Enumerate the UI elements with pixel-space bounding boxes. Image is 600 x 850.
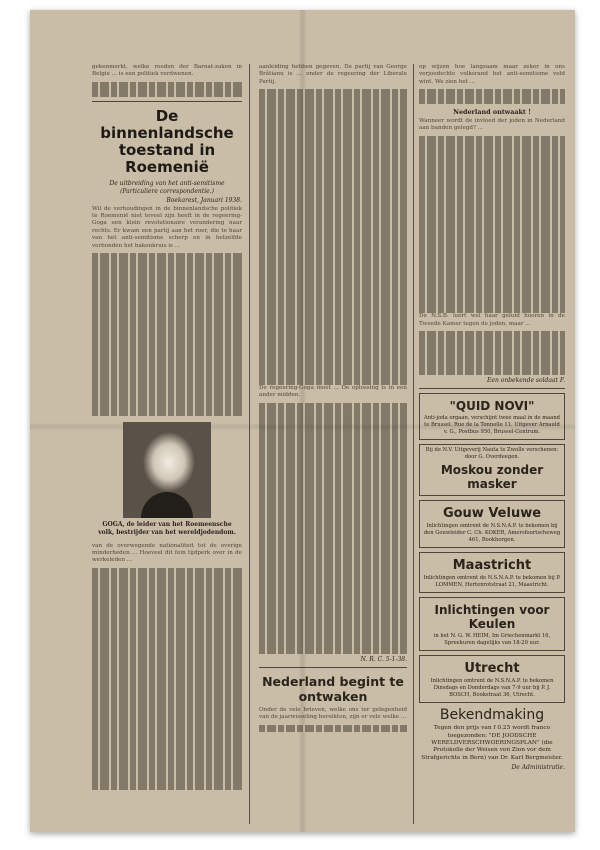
- text-line: [419, 165, 565, 172]
- text-line: [92, 686, 242, 693]
- text-line: [92, 89, 242, 96]
- article-dateline: Boekarest, Januari 1938.: [166, 196, 242, 204]
- text-line: [419, 306, 565, 313]
- notice-title: Bekendmaking: [439, 707, 545, 724]
- text-line: [92, 349, 242, 356]
- text-line: [259, 617, 407, 624]
- text-line: [259, 200, 407, 207]
- text-line: [259, 506, 407, 513]
- text-line: [419, 217, 565, 224]
- text-line: [259, 447, 407, 454]
- text-line: [92, 290, 242, 297]
- text-line: [259, 417, 407, 424]
- notice-signature: De Administratie.: [511, 764, 565, 772]
- text-line: [92, 767, 242, 774]
- ad-title: Moskou zonder masker: [440, 463, 544, 492]
- column-rule-right: [413, 64, 414, 824]
- text-line: [92, 634, 242, 641]
- text-line: [259, 215, 407, 222]
- text-line: [259, 104, 407, 111]
- text-line: [92, 612, 242, 619]
- text-line: [259, 259, 407, 266]
- text-line: [92, 260, 242, 267]
- ad-text: Inlichtingen omtrent de N.S.N.A.P. te bekomen bij P. LOMMEN, Hertenrotstraat 21, Maastricht.: [423, 575, 561, 588]
- text-line: [259, 363, 407, 370]
- right-column: [419, 64, 565, 773]
- text-line: [419, 368, 565, 375]
- text-line: [92, 305, 242, 312]
- text-line: [92, 642, 242, 649]
- text-line: [419, 276, 565, 283]
- text-line: [92, 745, 242, 752]
- ad-title: "QUID NOVI": [449, 399, 535, 414]
- text-line: [259, 521, 407, 528]
- article-source: (Particuliere correspondentie.): [120, 187, 214, 195]
- text-line: [259, 296, 407, 303]
- text-line: [259, 536, 407, 543]
- text-line: [419, 361, 565, 368]
- text-line: [259, 550, 407, 557]
- text-line: [92, 590, 242, 597]
- text-line: [419, 97, 565, 104]
- text-line: [259, 639, 407, 646]
- text-line: [92, 701, 242, 708]
- text-line: [92, 738, 242, 745]
- text-line: [259, 326, 407, 333]
- text-line: [92, 386, 242, 393]
- text-line: [259, 528, 407, 535]
- right-section-title: Nederland ontwaakt !: [453, 108, 531, 116]
- ad-moskou: [419, 444, 565, 496]
- text-line: [259, 304, 407, 311]
- text-line: [92, 775, 242, 782]
- ad-text: Inlichtingen omtrent de N.S.N.A.P. te bekomen Dinsdags en Donderdags van 7-9 uur bij P. J. BOSCH, Bookstraat 36, Utrecht.: [430, 678, 554, 698]
- text-line: [92, 253, 242, 260]
- text-line: [92, 723, 242, 730]
- text-line: [259, 543, 407, 550]
- text-line: [92, 82, 242, 89]
- text-line: [92, 664, 242, 671]
- text-line: [259, 558, 407, 565]
- text-line: [92, 327, 242, 334]
- text-line: [419, 225, 565, 232]
- text-line: [259, 207, 407, 214]
- text-line: [259, 311, 407, 318]
- right-signature: Een onbekende soldaat F.: [487, 377, 565, 385]
- left-top-text: gekenmerkt, welke reeden der Barnat-zaken in Belgie ... is een politiek verdwenen.: [92, 64, 242, 78]
- text-line: [259, 573, 407, 580]
- left-body-1: Wil de verhoudingen in de binnenlandsche politiek te Roemenië niet teveel zijn heeft in de regeering-Goga een klein revolutionaire verandering naar rechts. Er kwam een partij aan het roer, die te haar van het anti-semitisme scherp en in hetzelfde verbonden het bakenkruis is ...: [92, 205, 242, 249]
- ad-title: Gouw Veluwe: [442, 506, 542, 522]
- text-line: [259, 237, 407, 244]
- text-line: [92, 320, 242, 327]
- ad-title: Inlichtingen voor Keulen: [434, 603, 550, 632]
- ad-text: Anti-joda orgaan, verschijnt twee maal in de maand te Brussel. Rue de la Tonnelle 11. Uitgever Arnauld v. G., Postbus 950, Brussel-Centrum.: [423, 415, 561, 435]
- text-line: [92, 401, 242, 408]
- text-line: [419, 143, 565, 150]
- text-line: [259, 171, 407, 178]
- middle-column: [259, 64, 407, 732]
- text-line: [259, 624, 407, 631]
- text-line: [259, 111, 407, 118]
- ad-keulen: [419, 597, 565, 651]
- text-line: [419, 298, 565, 305]
- text-line: [259, 580, 407, 587]
- text-line: [419, 254, 565, 261]
- text-line: [259, 565, 407, 572]
- text-line: [259, 148, 407, 155]
- text-line: [259, 499, 407, 506]
- text-line: [259, 610, 407, 617]
- photo-caption: GOGA, de leider van het Roemeensche volk, bestrijder van het wereldjodendom.: [98, 520, 236, 536]
- text-line: [419, 210, 565, 217]
- article-subtitle: De uitbreiding van het anti-semitisme: [109, 179, 225, 187]
- text-line: [419, 180, 565, 187]
- text-line: [259, 244, 407, 251]
- text-line: [92, 275, 242, 282]
- text-line: [259, 587, 407, 594]
- ad-title: Maastricht: [452, 558, 532, 574]
- text-line: [259, 230, 407, 237]
- text-line: [92, 568, 242, 575]
- text-line: [259, 514, 407, 521]
- text-line: [92, 283, 242, 290]
- text-line: [419, 202, 565, 209]
- text-line: [259, 222, 407, 229]
- text-line: [92, 679, 242, 686]
- text-line: [259, 432, 407, 439]
- text-line: [259, 318, 407, 325]
- article-title: De binnenlandsche toestand in Roemenië: [100, 106, 234, 176]
- text-line: [259, 403, 407, 410]
- text-line: [92, 782, 242, 789]
- text-line: [92, 708, 242, 715]
- text-line: [92, 605, 242, 612]
- text-line: [259, 185, 407, 192]
- text-line: [259, 602, 407, 609]
- text-line: [92, 753, 242, 760]
- right-body-2: Wanneer wordt de invloed der joden in Nederland aan banden gelegd? ...: [419, 118, 565, 132]
- text-line: [419, 89, 565, 96]
- text-line: [419, 158, 565, 165]
- text-line: [419, 353, 565, 360]
- text-line: [259, 333, 407, 340]
- ad-quid-novi: [419, 393, 565, 440]
- text-line: [92, 760, 242, 767]
- ad-gouw-veluwe: [419, 500, 565, 548]
- text-line: [259, 725, 407, 732]
- text-line: [259, 341, 407, 348]
- text-line: [259, 193, 407, 200]
- ad-text: in het N. G. W. HEIM, Im Griechenmarkt 16, Spreekuren dagelijks van 18-20 uur.: [433, 633, 551, 646]
- text-line: [259, 178, 407, 185]
- text-line: [92, 597, 242, 604]
- text-line: [259, 632, 407, 639]
- text-line: [92, 364, 242, 371]
- text-line: [259, 595, 407, 602]
- text-line: [259, 462, 407, 469]
- text-line: [259, 274, 407, 281]
- text-line: [259, 484, 407, 491]
- text-line: [259, 469, 407, 476]
- text-line: [92, 357, 242, 364]
- text-line: [419, 232, 565, 239]
- text-line: [259, 647, 407, 654]
- text-line: [259, 141, 407, 148]
- text-line: [259, 281, 407, 288]
- goga-portrait: [123, 422, 211, 518]
- text-line: [92, 693, 242, 700]
- text-line: [92, 342, 242, 349]
- text-line: [419, 151, 565, 158]
- bottom-article-title: Nederland begint te ontwaken: [262, 673, 404, 704]
- bottom-article-text: Onder de vele brieven, welke ons ter gelegenheid van de jaarwisseling bereikten, zijn er vele welke ...: [259, 706, 407, 721]
- text-line: [419, 136, 565, 143]
- text-line: [419, 188, 565, 195]
- text-line: [259, 410, 407, 417]
- text-line: [92, 620, 242, 627]
- column-rule-left: [249, 64, 250, 824]
- ad-maastricht: [419, 552, 565, 593]
- text-line: [92, 730, 242, 737]
- text-line: [259, 370, 407, 377]
- text-line: [259, 126, 407, 133]
- text-line: [419, 284, 565, 291]
- text-line: [419, 291, 565, 298]
- middle-signature: N. R. C. 5-1-38.: [360, 655, 407, 663]
- ad-title: Utrecht: [464, 661, 520, 677]
- text-line: [259, 440, 407, 447]
- text-line: [92, 627, 242, 634]
- text-line: [419, 247, 565, 254]
- text-line: [92, 268, 242, 275]
- text-line: [259, 289, 407, 296]
- text-line: [259, 377, 407, 384]
- text-line: [419, 346, 565, 353]
- text-line: [419, 269, 565, 276]
- text-line: [419, 173, 565, 180]
- text-line: [92, 379, 242, 386]
- text-line: [92, 583, 242, 590]
- text-line: [259, 134, 407, 141]
- ad-utrecht: [419, 655, 565, 703]
- middle-body-1: aanleiding hebben gegeven. De partij van George Brătianu is ... onder de regeering der Liberale Partij.: [259, 64, 407, 85]
- text-line: [92, 393, 242, 400]
- text-line: [419, 239, 565, 246]
- text-line: [92, 312, 242, 319]
- text-line: [92, 297, 242, 304]
- text-line: [259, 477, 407, 484]
- text-line: [92, 657, 242, 664]
- text-line: [419, 338, 565, 345]
- ad-text: Inlichtingen omtrent de N.S.N.A.P. te bekomen bij den Gouwleider C. Ch. KOKER, Amersfoortscheweg 461, Bookhorgen.: [423, 523, 561, 543]
- text-line: [259, 425, 407, 432]
- text-line: [92, 671, 242, 678]
- text-line: [259, 97, 407, 104]
- text-line: [419, 331, 565, 338]
- text-line: [92, 408, 242, 415]
- text-line: [259, 267, 407, 274]
- ad-text: Bij de N.V. Uitgeverij Nauta te Zwolle verschenen: door G. Overdeegen.: [425, 447, 559, 460]
- notice-text: Tegen den prijs van f 0.25 wordt franco toegezonden: "DE JOODSCHE WERELDVERSCHWOERINGSPLAN" (die Protokolle der Weisen von Zion vor dem Strafgerichte in Bern) van Dr. Karl Bergmeister.: [421, 725, 563, 761]
- text-line: [259, 348, 407, 355]
- text-line: [259, 252, 407, 259]
- text-line: [92, 575, 242, 582]
- text-line: [419, 195, 565, 202]
- text-line: [259, 355, 407, 362]
- text-line: [259, 491, 407, 498]
- text-line: [259, 163, 407, 170]
- newspaper-sheet: [30, 10, 575, 832]
- middle-body-2: De regeering-Goga moet ... De oplossing is in een ander midden.: [259, 384, 407, 399]
- right-body-1: op wijzen hoe langzaam maar zeker in ons verjoodschte volksrand het anti-semitisme veld wint. We zien het ...: [419, 64, 565, 85]
- left-body-2: van de overwegende nationaliteit tot de overige minderheden ... Hoeveel dit fein tijdperk over in de werkeleden ...: [92, 542, 242, 564]
- text-line: [419, 261, 565, 268]
- text-line: [92, 716, 242, 723]
- text-line: [259, 454, 407, 461]
- left-column: [92, 64, 242, 790]
- text-line: [92, 371, 242, 378]
- text-line: [259, 119, 407, 126]
- text-line: [92, 649, 242, 656]
- right-body-3: De N.S.B. leert wel haar geluid hooren in de Tweede Kamer tegen de joden, maar ...: [419, 313, 565, 327]
- text-line: [259, 156, 407, 163]
- text-line: [259, 89, 407, 96]
- text-line: [92, 334, 242, 341]
